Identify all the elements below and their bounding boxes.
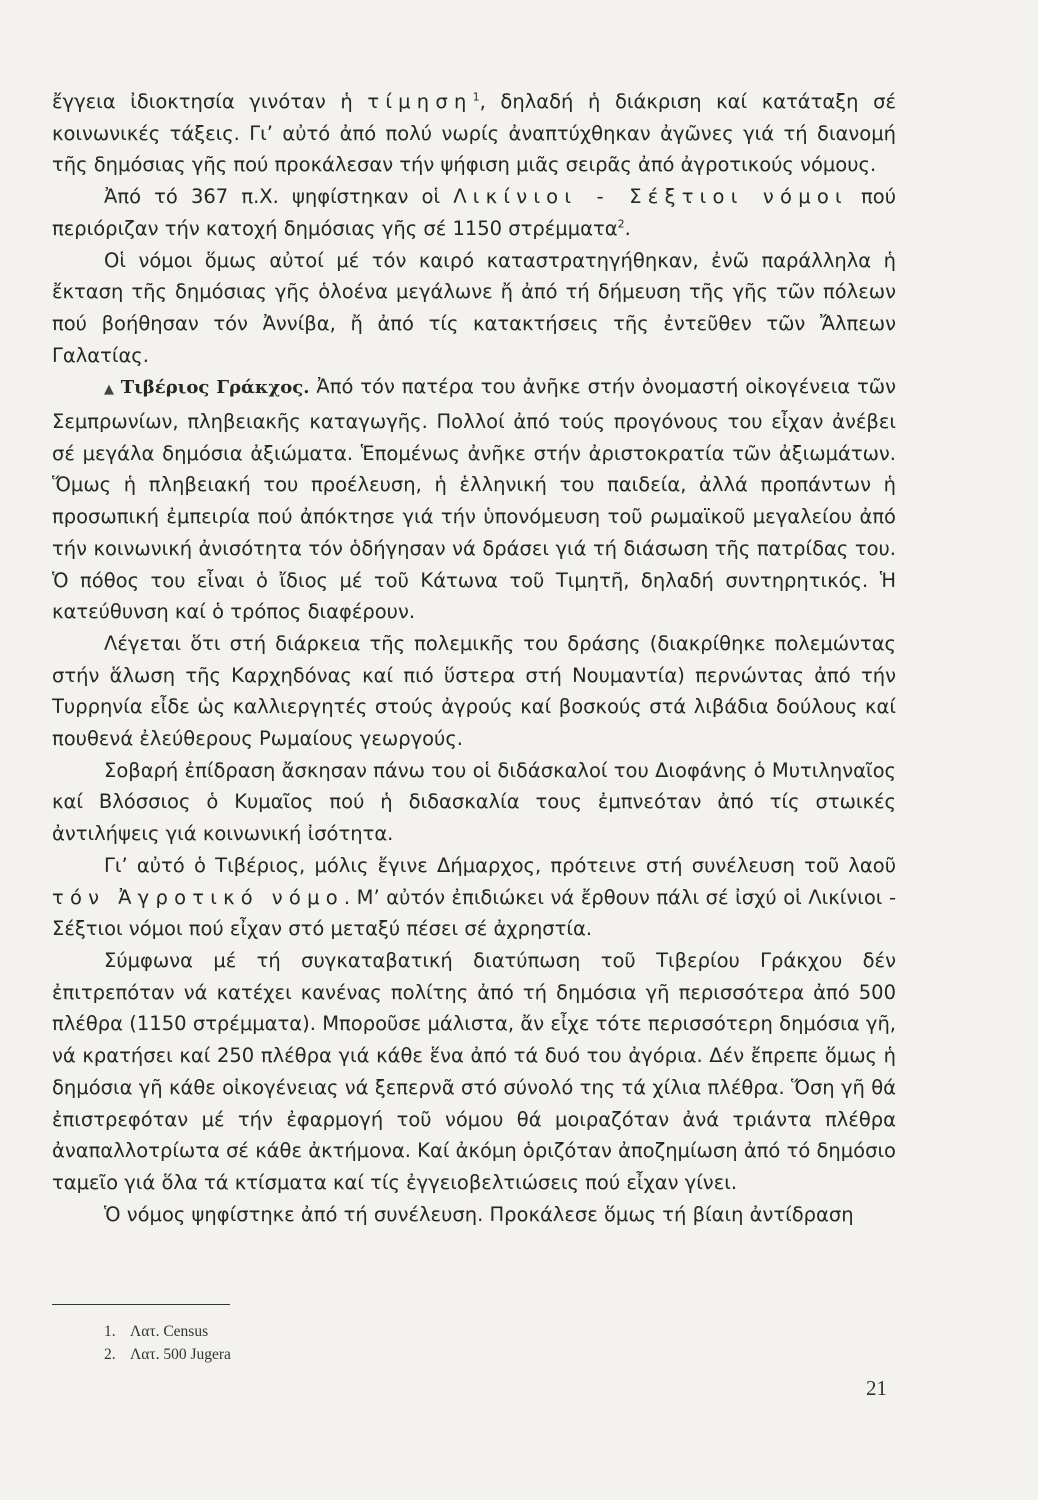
- p7-text-a: Γι’ αὐτό ὁ Τιβέριος, μόλις ἔγινε Δήμαρχος, πρότεινε στή συνέλευση τοῦ λαοῦ: [104, 853, 896, 877]
- p1-spaced-term: τίμηση: [367, 90, 473, 113]
- footnote-2: [104, 1343, 231, 1366]
- footnote-ref-2: 2: [617, 217, 625, 231]
- footnote-text: Λατ. Census: [130, 1323, 209, 1340]
- footnotes: [104, 1320, 231, 1366]
- paragraph-1: [52, 86, 896, 181]
- paragraph-9: Ὁ νόμος ψηφίστηκε ἀπό τή συνέλευση. Προκάλεσε ὅμως τή βίαιη ἀντίδραση: [104, 1202, 854, 1226]
- section-heading: Τιβέριος Γράκχος.: [120, 377, 310, 399]
- paragraph-7: [52, 850, 896, 945]
- paragraph-8: Σύμφωνα μέ τή συγκαταβατική διατύπωση τοῦ Τιβερίου Γράκχου δέν ἐπιτρεπόταν νά κατέχει κανένας πολίτης ἀπό τή δημόσια γῆ περισσότερα ἀπό 500 πλέθρα (1150 στρέμματα). Μποροῦσε μάλιστα, ἄν εἶχε τότε περισσότερη δημόσια γῆ, νά κρατήσει καί 250 πλέθρα γιά κάθε ἕνα ἀπό τά δυό του ἀγόρια. Δέν ἔπρεπε ὅμως ἡ δημόσια γῆ κάθε οἰκογένειας νά ξεπερνᾶ στό σύνολό της τά χίλια πλέθρα. Ὅση γῆ θά ἐπιστρεφόταν μέ τήν ἐφαρμογή τοῦ νόμου θά μοιραζόταν ἀνά τριάντα πλέθρα ἀναπαλλοτρίωτα σέ κάθε ἀκτήμονα. Καί ἀκόμη ὁριζόταν ἀποζημίωση ἀπό τό δημόσιο ταμεῖο γιά ὅλα τά κτίσματα καί τίς ἐγγειοβελτιώσεις πού εἶχαν γίνει.: [52, 948, 896, 1194]
- p1-text-d: , δηλαδή ἡ διάκριση καί κατάταξη σέ κοινωνικές τάξεις. Γι’ αὐτό ἀπό πολύ νωρίς ἀναπτύχθηκαν ἀγῶνες γιά τή διανομή τῆς δημόσιας γῆς πού προκάλεσαν τήν ψήφιση μιᾶς σειρᾶς ἀπό ἀγροτικούς νόμους.: [52, 90, 896, 177]
- p7-text-c: . Μ’ αὐτόν ἐπιδιώκει νά ἔρθουν πάλι σέ ἰσχύ οἱ Λικίνιοι - Σέξτιοι νόμοι πού εἶχαν στό μεταξύ πέσει σέ ἀχρηστία.: [52, 885, 896, 941]
- p4-text: Ἀπό τόν πατέρα του ἀνῆκε στήν ὀνομαστή οἰκογένεια τῶν Σεμπρωνίων, πληβειακῆς καταγωγῆς. Πολλοί ἀπό τούς προγόνους του εἶχαν ἀνέβει σέ μεγάλα δημόσια ἀξιώματα. Ἑπομένως ἀνῆκε στήν ἀριστοκρατία τῶν ἀξιωμάτων. Ὅμως ἡ πληβειακή του προέλευση, ἡ ἑλληνική του παιδεία, ἀλλά προπάντων ἡ προσωπική ἐμπειρία πού ἀπόκτησε γιά τήν ὑπονόμευση τοῦ ρωμαϊκοῦ μεγαλείου ἀπό τήν κοινωνική ἀνισότητα τόν ὁδήγησαν νά δράσει γιά τή διάσωση τῆς πατρίδας του. Ὁ πόθος του εἶναι ὁ ἴδιος μέ τοῦ Κάτωνα τοῦ Τιμητῆ, δηλαδή συντηρητικός. Ἡ κατεύθυνση καί ὁ τρόπος διαφέρουν.: [52, 375, 897, 624]
- footnote-divider: [52, 1304, 230, 1305]
- footnote-text: Λατ. 500 Jugera: [130, 1346, 231, 1363]
- p2-spaced-term: Λικίνιοι - Σέξτιοι νόμοι: [453, 185, 848, 209]
- paragraph-5: Λέγεται ὅτι στή διάρκεια τῆς πολεμικῆς του δράσης (διακρίθηκε πολεμώντας στήν ἅλωση τῆς Καρχηδόνας καί πιό ὕστερα στή Νουμαντία) περνώντας ἀπό τήν Τυρρηνία εἶδε ὡς καλλιεργητές στούς ἀγρούς καί βοσκούς στά λιβάδια δούλους καί πουθενά ἐλεύθερους Ρωμαίους γεωργούς.: [52, 631, 896, 751]
- triangle-marker-icon: ▲: [104, 382, 115, 398]
- paragraph-4: [52, 371, 896, 628]
- main-text: [52, 86, 896, 1230]
- footnote-1: [104, 1320, 231, 1343]
- paragraph-2: [52, 181, 896, 244]
- footnote-number: 1.: [104, 1323, 116, 1340]
- page-number: 21: [866, 1376, 887, 1400]
- p2-text-e: .: [624, 216, 631, 240]
- p7-spaced-term: τόν Ἀγροτικό νόμο: [52, 885, 344, 909]
- p2-text-c: πού περιόριζαν τήν κατοχή δημόσιας γῆς σέ 1150 στρέμματα: [52, 185, 896, 240]
- footnote-ref-1: 1: [472, 90, 480, 104]
- p2-text-a: Ἀπό τό 367 π.Χ. ψηφίστηκαν οἱ: [104, 185, 454, 209]
- p1-text-a: ἔγγεια ἰδιοκτησία γινόταν ἡ: [52, 90, 368, 113]
- paragraph-3: Οἱ νόμοι ὅμως αὐτοί μέ τόν καιρό καταστρατηγήθηκαν, ἐνῶ παράλληλα ἡ ἔκταση τῆς δημόσιας γῆς ὁλοένα μεγάλωνε ἤ ἀπό τή δήμευση τῆς γῆς τῶν πόλεων πού βοήθησαν τόν Ἀννίβα, ἤ ἀπό τίς κατακτήσεις τῆς ἐντεῦθεν τῶν Ἄλπεων Γαλατίας.: [52, 248, 896, 367]
- paragraph-6: Σοβαρή ἐπίδραση ἄσκησαν πάνω του οἱ διδάσκαλοί του Διοφάνης ὁ Μυτιληναῖος καί Βλόσσιος ὁ Κυμαῖος πού ἡ διδασκαλία τους ἐμπνεόταν ἀπό τίς στωικές ἀντιλήψεις γιά κοινωνική ἰσότητα.: [52, 758, 896, 846]
- footnote-number: 2.: [104, 1346, 116, 1363]
